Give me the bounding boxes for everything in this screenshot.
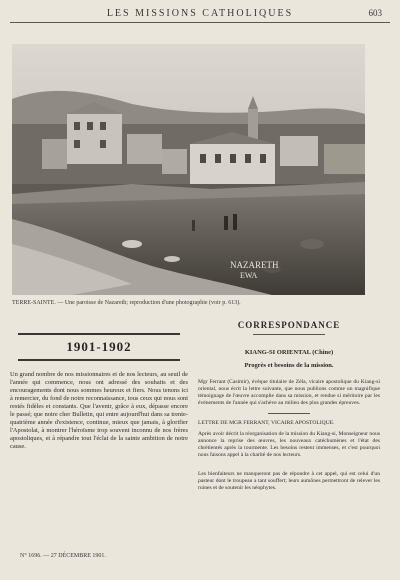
publication-title: LES MISSIONS CATHOLIQUES bbox=[106, 8, 294, 19]
letter-paragraph: Après avoir décrit la réorganisation de la mission du Kiang-si, Monseigneur nous annonce la reprise des œuvres, les nouveaux catéchumènes et l'état des chrétientés après la tourmente. Les besoins restent immenses, et c'est pourquoi nous faisons appel à la charité de nos lecteurs. bbox=[198, 431, 380, 458]
photograph-nazareth bbox=[12, 44, 365, 295]
section-heading: Progrès et besoins de la mission. bbox=[244, 362, 334, 369]
new-year-article: Un grand nombre de nos missionnaires et de nos lecteurs, au seuil de l'année qui commence, nous ont adressé des souhaits et des encouragements dont nous sommes heureux et fiers. Nous tenons ici à remercier, du fond de notre reconnaissance, tous ceux qui nous sont restés fidèles et constants. Que l'avenir, grâce à eux, dépasse encore le passé; que notre cher Bulletin, qui entre aujourd'hui dans sa trente-quatrième année d'existence, continue, mieux que jamais, à glorifier l'Apostolat, à montrer l'héroïsme trop souvent inconnu de nos frères apostoliques, et à répandre tout l'éclat de la sainte ambition de notre cause. bbox=[10, 371, 188, 450]
issue-footer: N° 1696. — 27 DÉCEMBRE 1901. bbox=[20, 553, 106, 559]
left-column bbox=[10, 333, 188, 451]
photo-watermark-line2: EWA bbox=[240, 271, 258, 280]
photo-caption: TERRE-SAINTE. — Une paroisse de Nazareth; reproduction d'une photographie (voir p. 613). bbox=[12, 300, 241, 306]
heading-rule bbox=[253, 334, 325, 335]
letter-paragraph-2: Les bienfaiteurs ne manqueront pas de répondre à cet appel, qui est celui d'un pasteur dont le troupeau a tant souffert; leurs aumônes permettront de relever les ruines et de soutenir les néophytes. bbox=[198, 471, 380, 491]
photo-watermark-line1: NAZARETH bbox=[230, 260, 279, 270]
correspondance-heading: CORRESPONDANCE bbox=[237, 320, 341, 330]
page-header bbox=[10, 8, 390, 23]
section-divider bbox=[268, 413, 310, 414]
letter-heading: LETTRE DE MGR FERRANT, VICAIRE APOSTOLIQUE. bbox=[198, 420, 335, 426]
region-heading: KIANG-SI ORIENTAL (Chine) bbox=[244, 349, 334, 356]
date-heading: 1901-1902 bbox=[18, 333, 180, 361]
right-column bbox=[198, 320, 380, 492]
page-number: 603 bbox=[368, 8, 382, 18]
intro-paragraph: Mgr Ferrant (Casimir), évêque titulaire de Zéla, vicaire apostolique du Kiang-si oriental, nous écrit la lettre suivante, que nous publions comme un magnifique témoignage de l'œuvre accomplie dans sa mission, et rendue si méritoire par les événements de l'année qui s'achève au milieu des plus grandes épreuves. bbox=[198, 379, 380, 406]
